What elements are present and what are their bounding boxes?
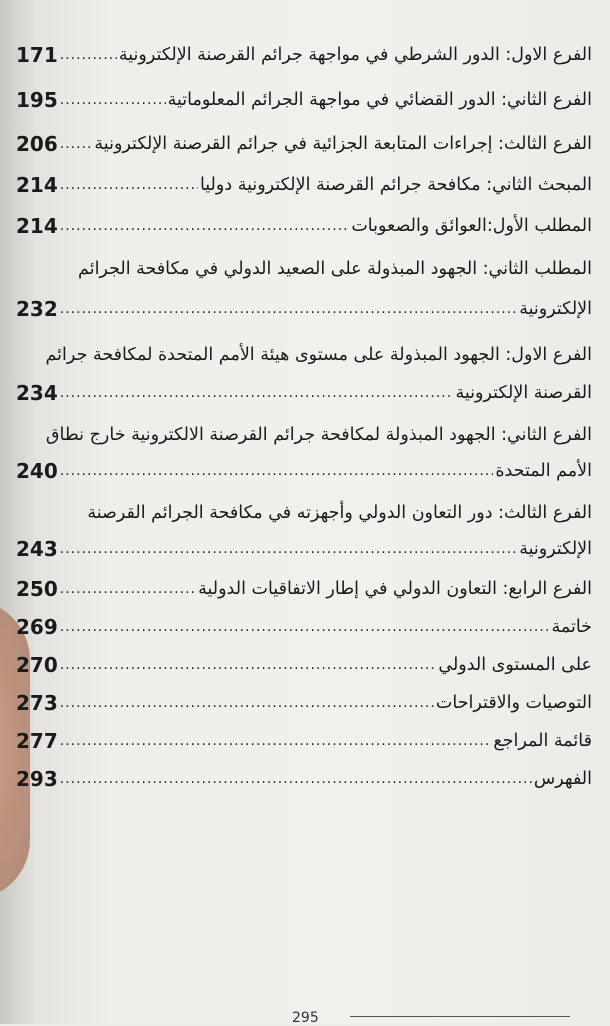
toc-entry-title: المبحث الثاني: مكافحة جرائم القرصنة الإلكترونية دوليا [199, 175, 592, 195]
toc-page-number: 171 [16, 43, 58, 67]
toc-entry [16, 766, 592, 792]
toc-page-number: 214 [16, 214, 58, 238]
toc-leader-dots [60, 383, 454, 403]
toc-entry-title: الإلكترونية [519, 299, 592, 319]
toc-entry [16, 422, 592, 484]
toc-entry [16, 213, 592, 239]
toc-leader-dots [60, 539, 517, 559]
toc-entry-title: الأمم المتحدة [495, 461, 592, 481]
toc-leader-dots [60, 693, 434, 713]
toc-leader-dots [60, 175, 198, 195]
toc-page-number: 206 [16, 132, 58, 156]
footer-rule [350, 1016, 570, 1017]
toc-entry-title-line1: الفرع الاول: الجهود المبذولة على مستوى هيئة الأمم المتحدة لمكافحة جرائم [45, 345, 592, 365]
toc-entry [16, 131, 592, 157]
toc-entry-title: الفرع الاول: الدور الشرطي في مواجهة جرائم القرصنة الإلكترونية [118, 45, 592, 65]
toc-page-number: 243 [16, 537, 58, 561]
toc-entry-title: المطلب الأول:العوائق والصعوبات [351, 216, 592, 236]
toc-entry-title: قائمة المراجع [493, 731, 592, 751]
toc-page-number: 293 [16, 767, 58, 791]
toc-page-number: 273 [16, 691, 58, 715]
toc-leader-dots [60, 299, 517, 319]
toc-page-number: 232 [16, 297, 58, 321]
toc-entry-title: الفرع الثالث: إجراءات المتابعة الجزائية في جرائم القرصنة الإلكترونية [94, 134, 592, 154]
toc-page-number: 250 [16, 577, 58, 601]
toc-entry-title: الإلكترونية [519, 539, 592, 559]
toc-page-number: 269 [16, 615, 58, 639]
toc-entry-title-line1: الفرع الثالث: دور التعاون الدولي وأجهزته في مكافحة الجرائم القرصنة [87, 503, 592, 523]
toc-entry [16, 690, 592, 716]
toc-page-number: 195 [16, 88, 58, 112]
toc-page-number: 214 [16, 173, 58, 197]
toc-entry-title-line1: المطلب الثاني: الجهود المبذولة على الصعيد الدولي في مكافحة الجرائم [78, 259, 592, 279]
toc-entry [16, 172, 592, 198]
toc-leader-dots [60, 655, 437, 675]
toc-leader-dots [60, 45, 117, 65]
toc-entry-title: الفرع الرابع: التعاون الدولي في إطار الاتفاقيات الدولية [198, 579, 592, 599]
toc-page-number: 270 [16, 653, 58, 677]
toc-leader-dots [60, 617, 550, 637]
footer-page-number: 295 [292, 1010, 319, 1026]
toc-leader-dots [60, 461, 494, 481]
toc-entry-title: خاتمة [551, 617, 592, 637]
toc-entry [16, 256, 592, 322]
toc-leader-dots [60, 731, 492, 751]
toc-entry [16, 342, 592, 406]
toc-entry-title: الفرع الثاني: الدور القضائي في مواجهة الجرائم المعلوماتية [167, 90, 592, 110]
toc-entry [16, 42, 592, 68]
toc-leader-dots [60, 769, 532, 789]
toc-leader-dots [60, 579, 196, 599]
toc-entry [16, 500, 592, 562]
toc-entry-title: التوصيات والاقتراحات [435, 693, 592, 713]
toc-page-number: 277 [16, 729, 58, 753]
toc-page-number: 240 [16, 459, 58, 483]
toc-leader-dots [60, 134, 93, 154]
toc-entry-title: القرصنة الإلكترونية [455, 383, 592, 403]
toc-entry [16, 87, 592, 113]
toc-entry [16, 652, 592, 678]
toc-page-number: 234 [16, 381, 58, 405]
toc-leader-dots [60, 216, 350, 236]
toc-entry [16, 576, 592, 602]
toc-entry [16, 614, 592, 640]
toc-entry [16, 728, 592, 754]
toc-entry-title: على المستوى الدولي [438, 655, 592, 675]
toc-entry-title: الفهرس [533, 769, 592, 789]
toc-leader-dots [60, 90, 166, 110]
toc-entry-title-line1: الفرع الثاني: الجهود المبذولة لمكافحة جرائم القرصنة الالكترونية خارج نطاق [45, 425, 592, 445]
